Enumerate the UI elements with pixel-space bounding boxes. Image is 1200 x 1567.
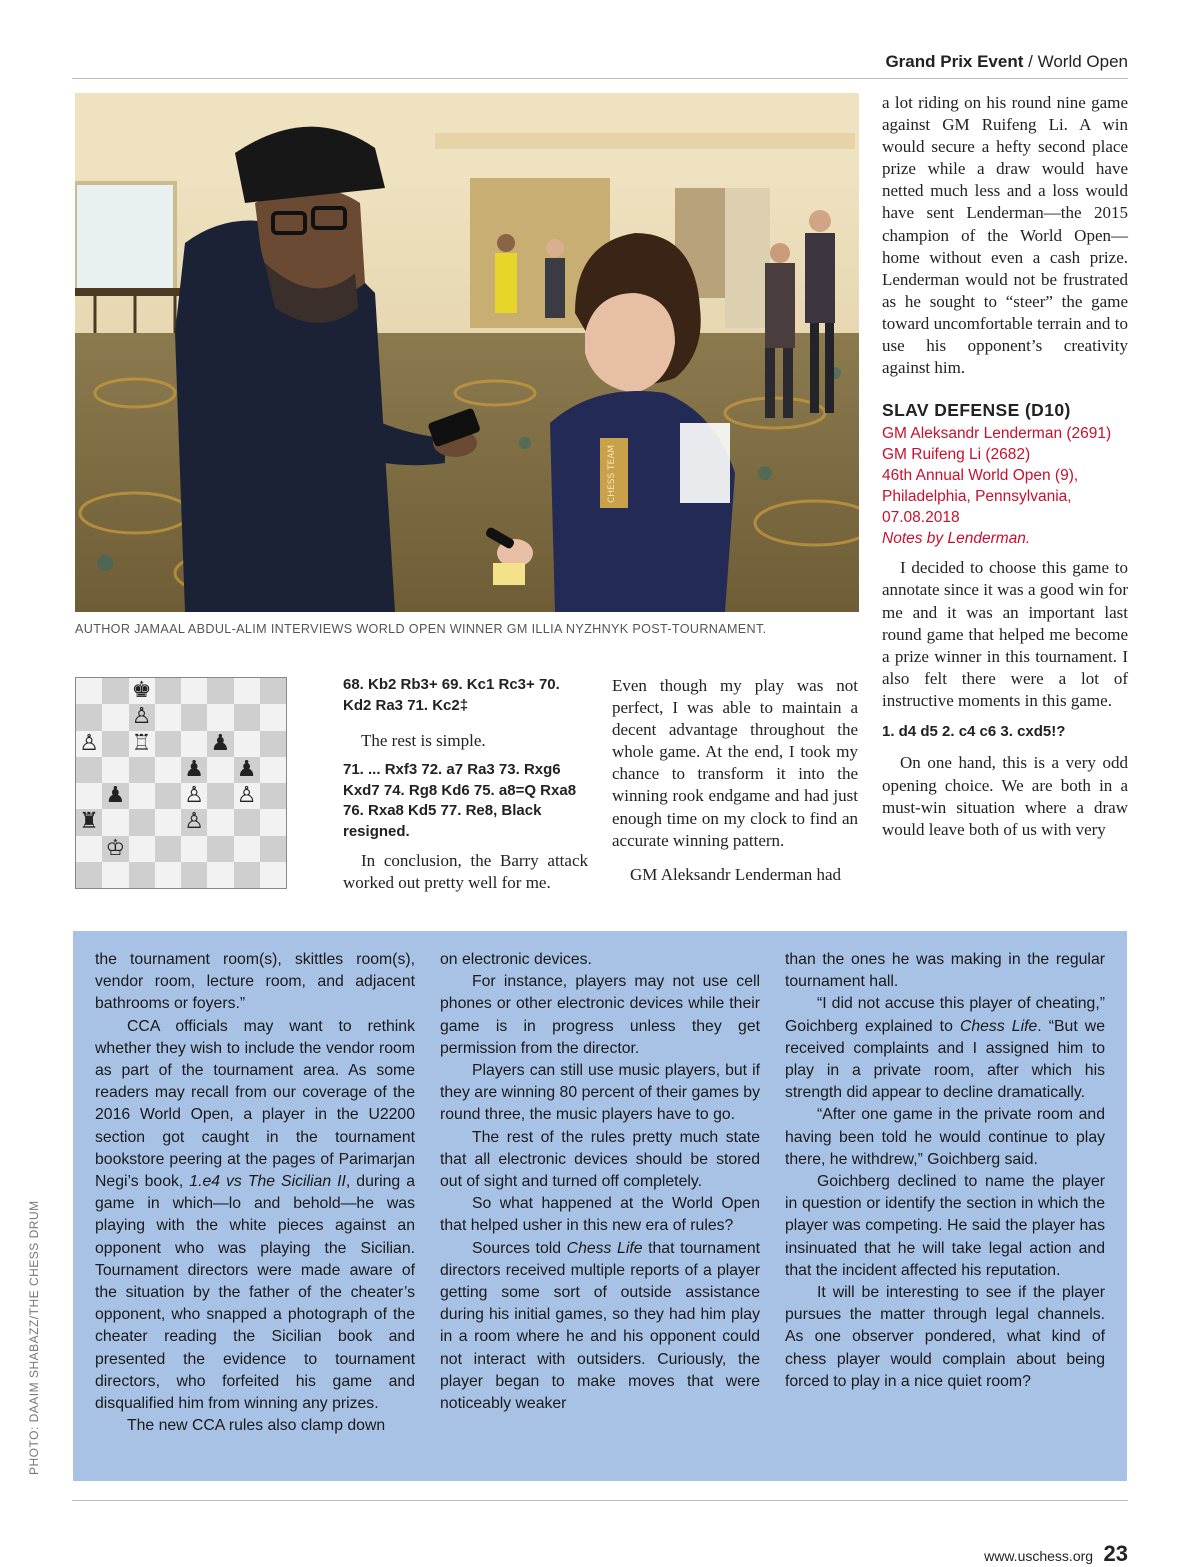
board-square [260,783,286,809]
board-square: ♜ [76,809,102,835]
board-square [129,836,155,862]
game-heading: SLAV DEFENSE (D10) [882,400,1071,421]
interview-photo [75,93,859,612]
game-info [882,423,1128,549]
sidebar-paragraph: Players can still use music players, but if they are winning 80 percent of their games by round three, the music players have to go. [440,1062,760,1124]
text-run: “I did not accuse this player of cheating,” Goichberg explained to [785,995,1105,1035]
sidebar-column-2 [440,949,760,1415]
sidebar-paragraph [785,993,1105,1104]
board-square: ♟ [234,757,260,783]
board-square [260,704,286,730]
sidebar-paragraph: The new CCA rules also clamp down [127,1417,386,1435]
photo-caption: AUTHOR JAMAAL ABDUL-ALIM INTERVIEWS WORLD OPEN WINNER GM ILLIA NYZHNYK POST-TOURNAMENT. [75,622,767,636]
board-square [76,862,102,888]
shirt-logo-text: CHESS TEAM [607,444,617,503]
header-separator: / [1028,52,1033,71]
board-square [260,757,286,783]
page-number: 23 [1103,1541,1128,1566]
board-square [129,809,155,835]
book-title: 1.e4 vs The Sicilian II [189,1173,346,1191]
board-square [76,783,102,809]
paragraph-conclusion: In conclusion, the Barry attack worked out pretty well for me. [343,851,588,893]
board-square [207,757,233,783]
chess-diagram [75,677,287,889]
text-run: that tournament directors received multiple reports of a player getting some sort of outside assistance during his initial games, so they had him play in a room where he and his opponent could not interact with outsiders. Curiously, the player began to make moves that were noticeably weaker [440,1239,760,1413]
magazine-title: Chess Life [566,1239,643,1257]
board-square [260,809,286,835]
board-square [207,678,233,704]
board-square [76,678,102,704]
board-square [102,809,128,835]
running-header [885,52,1128,72]
game-notes: Notes by Lenderman. [882,530,1031,548]
article-column-4 [882,92,1128,841]
board-square [102,704,128,730]
board-square [181,678,207,704]
board-square [234,678,260,704]
board-square [155,678,181,704]
text-run: , during a game in which—lo and behold—he was playing with the white pieces against an opponent who was playing the Sicilian. Tournament directors were made aware of the situation by the father of the cheater’s opponent, who snapped a photograph of the cheater reading the Sicilian book and presented the evidence to tournament directors, who forfeited his game and disqualified him from winning any prizes. [95,1173,415,1413]
board-square: ♙ [181,783,207,809]
board-square: ♔ [102,836,128,862]
board-square: ♖ [129,731,155,757]
board-square [181,704,207,730]
paragraph-even-though: Even though my play was not perfect, I was able to maintain a decent advantage throughout the whole game. At the end, I took my chance to transform it into the winning rook endgame and had just enough time on my clock to find an accurate winning pattern. [612,676,858,850]
board-square [76,836,102,862]
board-square [155,704,181,730]
board-square [155,783,181,809]
board-square: ♟ [207,731,233,757]
board-square [234,836,260,862]
text-run: CCA officials may want to rethink whether they wish to include the vendor room as part of the tournament area. As some readers may recall from our coverage of the 2016 World Open, a player in the U2200 section got caught in the tournament bookstore peering at the pages of Parimarjan Negi’s book, [95,1017,415,1191]
board-square [155,836,181,862]
board-square [102,757,128,783]
paragraph-rest-simple: The rest is simple. [361,731,486,750]
board-square: ♟ [181,757,207,783]
page-footer [984,1541,1128,1567]
sidebar-paragraph: For instance, players may not use cell phones or other electronic devices while their game is in progress unless they get permission from the director. [440,973,760,1057]
sidebar-column-1 [95,949,415,1437]
sidebar-paragraph: than the ones he was making in the regular tournament hall. [785,951,1105,991]
board-square [76,704,102,730]
board-square [129,757,155,783]
board-square [234,704,260,730]
board-square: ♙ [181,809,207,835]
board-square [260,862,286,888]
sidebar-paragraph [440,1238,760,1416]
sidebar-column-3 [785,949,1105,1393]
board-square [234,809,260,835]
photo-credit: PHOTO: DAAIM SHABAZZ/THE CHESS DRUM [27,1200,41,1475]
board-square [155,862,181,888]
board-square: ♙ [129,704,155,730]
game-moves-68-71: 68. Kb2 Rb3+ 69. Kc1 Rc3+ 70. Kd2 Ra3 71. Kc2‡ [343,676,560,714]
sidebar-paragraph: on electronic devices. [440,951,592,968]
board-square [234,862,260,888]
board-square [102,678,128,704]
magazine-title: Chess Life [959,1017,1038,1035]
game-event: 46th Annual World Open (9), Philadelphia, Pennsylvania, 07.08.2018 [882,467,1079,527]
board-square: ♟ [102,783,128,809]
board-square [129,783,155,809]
board-square [155,731,181,757]
paragraph-decided: I decided to choose this game to annotate since it was a good win for me and it was an important last round game that helped me become a prize winner in this tournament. I also felt there were a lot of instructive moments in this game. [882,558,1128,710]
board-square [102,862,128,888]
board-square [181,862,207,888]
sidebar-paragraph: So what happened at the World Open that helped usher in this new era of rules? [440,1195,760,1235]
board-square [76,757,102,783]
paragraph-lenderman-had: GM Aleksandr Lenderman had [630,864,842,884]
board-square [207,836,233,862]
game-moves-71-77: 71. ... Rxf3 72. a7 Ra3 73. Rxg6 Kxd7 74. Rg8 Kd6 75. a8=Q Rxa8 76. Rxa8 Kd5 77. Re8, Black resigned. [343,761,577,840]
paragraph-riding: a lot riding on his round nine game against GM Ruifeng Li. A win would secure a hefty second place prize while a draw would have netted much less and a loss would have sent Lenderman—the 2015 champion of the World Open—home without even a cash prize. Lenderman would not be frustrated as he sought to “steer” the game toward uncomfortable terrain and to use his opponent’s creativity against him. [882,93,1128,378]
board-square [102,731,128,757]
board-square [207,783,233,809]
board-square [129,862,155,888]
article-column-2 [343,675,588,894]
sidebar-paragraph: the tournament room(s), skittles room(s), vendor room, lecture room, and adjacent bathrooms or foyers.” [95,951,415,1013]
board-square [181,731,207,757]
board-square [181,836,207,862]
board-square [260,678,286,704]
board-square: ♙ [234,783,260,809]
sidebar-paragraph: “After one game in the private room and having been told he would continue to play there, he withdrew,” Goichberg said. [785,1106,1105,1168]
board-square [234,731,260,757]
board-square [155,757,181,783]
footer-rule [72,1500,1128,1501]
white-player: GM Aleksandr Lenderman (2691) [882,425,1112,443]
sidebar-paragraph: Goichberg declined to name the player in question or identify the section in which the player was competing. He said the player has insinuated that he will take legal action and that the incident affected his reputation. [785,1173,1105,1279]
paragraph-on-one-hand: On one hand, this is a very odd opening choice. We are both in a must-win situation where a draw would leave both of us with very [882,753,1128,839]
header-event: World Open [1037,52,1128,71]
board-square: ♚ [129,678,155,704]
board-square [260,836,286,862]
sidebar-paragraph: The rest of the rules pretty much state that all electronic devices should be stored out of sight and turned off completely. [440,1128,760,1191]
board-square [155,809,181,835]
header-rule [72,78,1128,79]
article-column-3 [612,675,858,886]
sidebar-paragraph: It will be interesting to see if the player pursues the matter through legal channels. As one observer pondered, what kind of chess player would complain about being forced to play in a nice quiet room? [785,1284,1105,1390]
footer-url[interactable]: www.uschess.org [984,1548,1094,1564]
board-square [207,704,233,730]
board-square [260,731,286,757]
board-square [207,809,233,835]
game-opening-moves: 1. d4 d5 2. c4 c6 3. cxd5!? [882,722,1066,740]
sidebar-paragraph [95,1016,415,1416]
header-section: Grand Prix Event [885,52,1024,71]
text-run: . “But we received complaints and I assigned him to play in a private room, after which his strength did appear to decline dramatically. [785,1017,1105,1102]
text-run: Sources told [472,1239,567,1257]
board-square [207,862,233,888]
board-square: ♙ [76,731,102,757]
black-player: GM Ruifeng Li (2682) [882,446,1031,464]
